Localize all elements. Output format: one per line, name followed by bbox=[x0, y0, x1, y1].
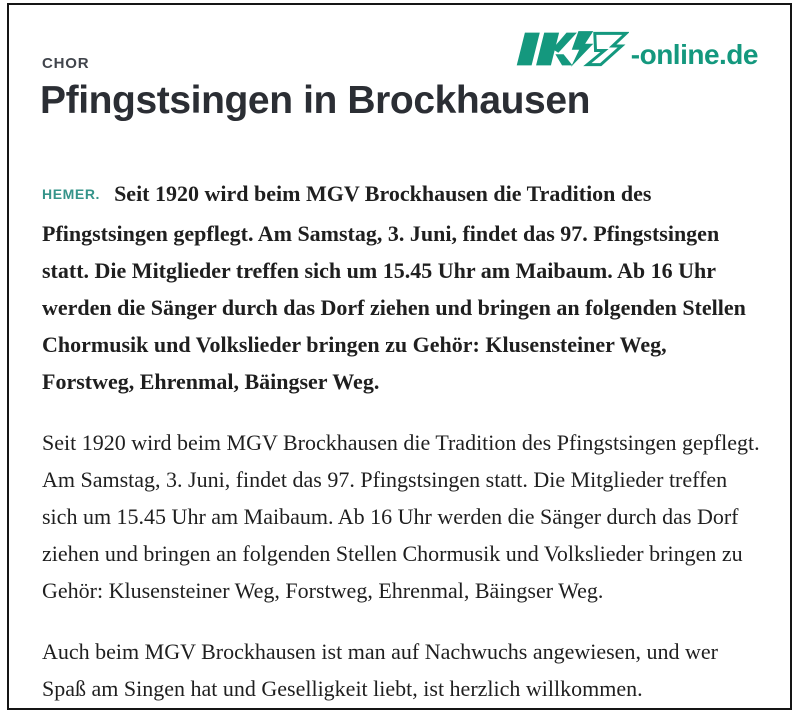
ikz-emblem-icon bbox=[513, 27, 629, 71]
article-content bbox=[9, 5, 790, 708]
logo-domain-text: -online.de bbox=[630, 39, 758, 70]
body-paragraph: Seit 1920 wird beim MGV Brockhausen die Tradition des Pfingstsingen gepflegt. Am Samstag, 3. Juni, findet das 97. Pfingstsingen statt. Die Mitglieder treffen sich um 15.45 Uhr am Maibaum. Ab 16 Uhr werden die Sänger durch das Dorf ziehen und bringen an folgenden Stellen Chormusik und Volkslieder bringen zu Gehör: Klusensteiner Weg, Forstweg, Ehrenmal, Bäingser Weg. bbox=[42, 430, 760, 603]
ikz-logo[interactable] bbox=[513, 27, 758, 71]
lead-paragraph bbox=[42, 175, 764, 400]
outro-paragraph: Auch beim MGV Brockhausen ist man auf Nachwuchs angewiesen, und wer Spaß am Singen hat und Geselligkeit liebt, ist herzlich willkommen. bbox=[42, 639, 718, 701]
page-title: Pfingstsingen in Brockhausen bbox=[40, 79, 591, 122]
article-body bbox=[42, 175, 764, 720]
category-label: CHOR bbox=[42, 55, 90, 72]
location-tag: HEMER. bbox=[42, 186, 101, 202]
article-frame bbox=[7, 3, 792, 710]
lead-paragraph-text: Seit 1920 wird beim MGV Brockhausen die Tradition des Pfingstsingen gepflegt. Am Samstag, 3. Juni, findet das 97. Pfingstsingen statt. Die Mitglieder treffen sich um 15.45 Uhr am Maibaum. Ab 16 Uhr werden die Sänger durch das Dorf ziehen und bringen an folgenden Stellen Chormusik und Volkslieder bringen zu Gehör: Klusensteiner Weg, Forstweg, Ehrenmal, Bäingser Weg. bbox=[42, 181, 746, 394]
